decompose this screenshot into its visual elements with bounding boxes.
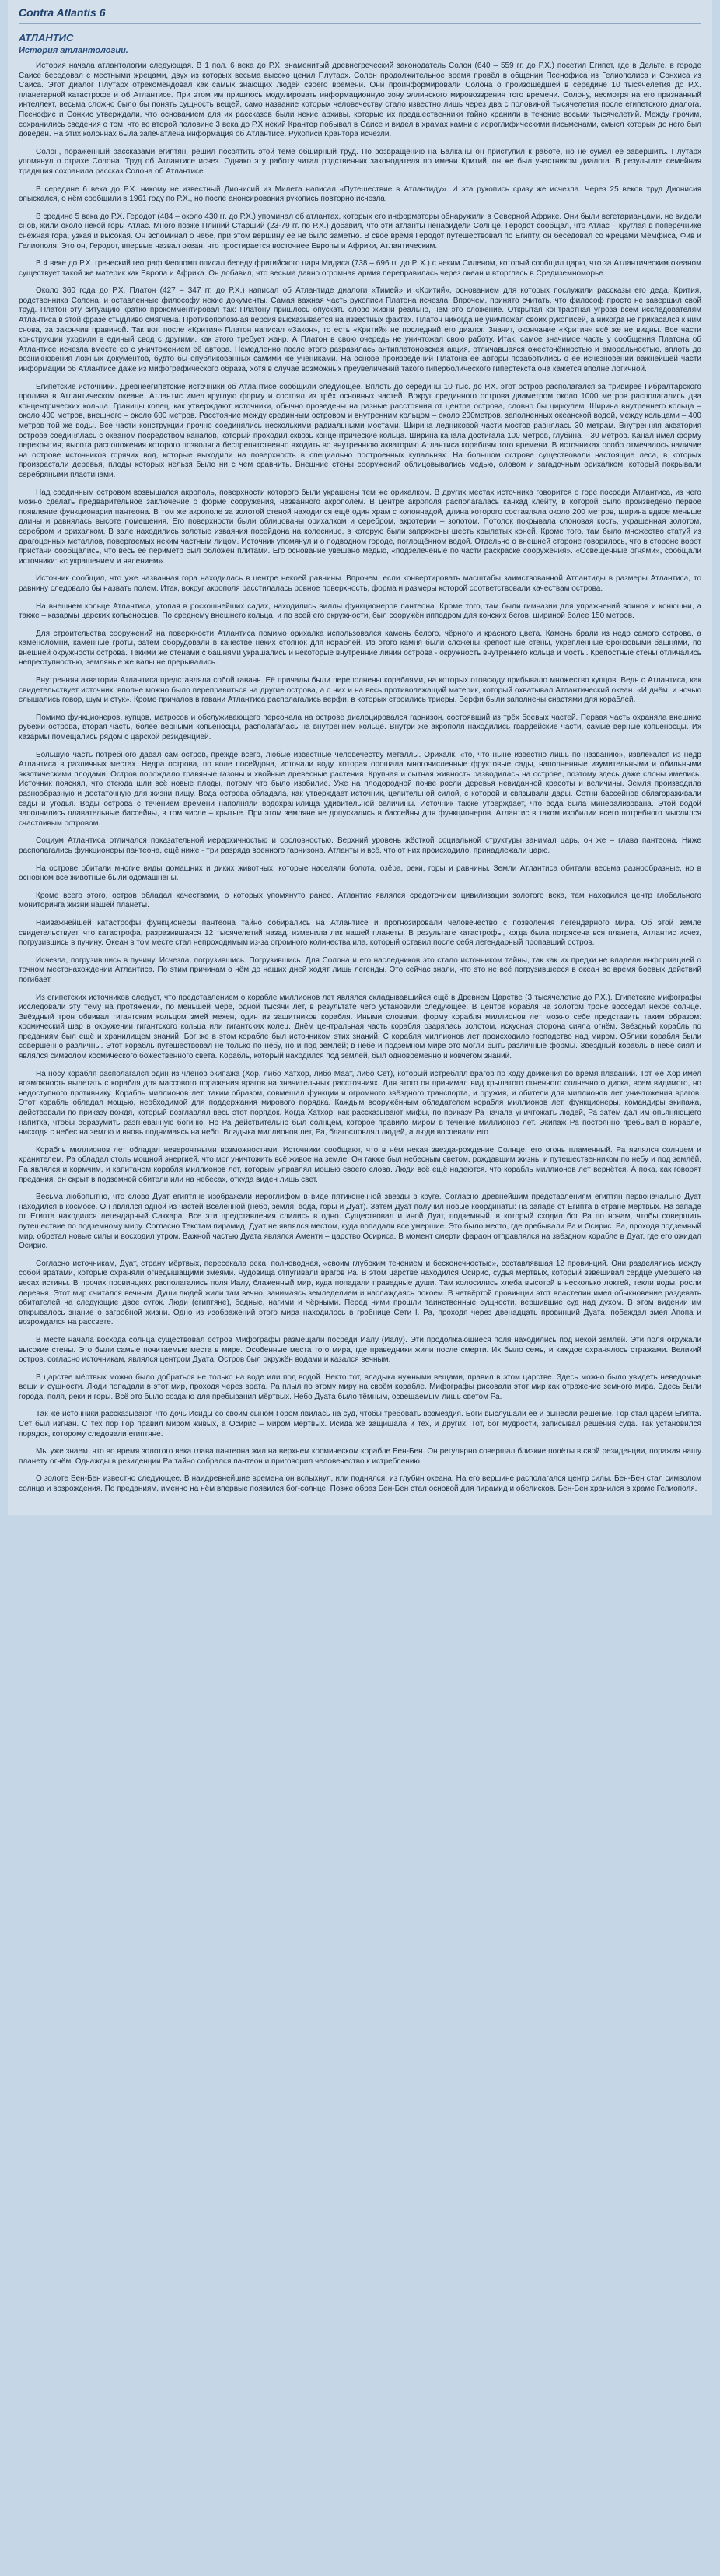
paragraph: Источник сообщил, что уже названная гора находилась в центре некоей равнины. Впрочем, если конвертировать масштабы заимствованной Атлантиды в размеры Атлантиса, то равнину следовало бы назвать полем. Итак, вокруг акрополя расстилалась ровное поверхность, форма и размеры которой соответствовали качествам острова. (19, 574, 701, 593)
paragraph: Согласно источникам, Дуат, страну мёртвых, пересекала река, полноводная, «своим глубоким течением и бесконечностью», составлявшая 12 провинций. Они разделялись между собой вратами, которые охраняли огнедышащими змеями. Чудовища отпугивали врагов Ра. В этом царстве находился Осирис, судья мёртвых, который взвешивал сердце умершего на весах истины. В прочих провинциях располагались поля Иалу, блаженный мир, куда попадали праведные души. Там колосились хлеба высотой в несколько локтей, текли воды, росли деревья. Этот мир считался вечным. Души людей жили там вечно, занимаясь земледелием и наслаждаясь покоем. В четвёртой провинции этот властелин имел обыкновение раздевать обитателей на следующие двое суток. Люди (египтяне), бедные, нагими и чёрными. Перед ними прошли таинственные сущности, вершившие суд над духом. В этом видении им открывалось знание о загробной жизни. Одно из изображений этого мира находилось в гробнице Сети I. Ра, проходя через двенадцать провинций Дуата, побеждал змея Апопа и возрождался на рассвете. (19, 1259, 701, 1327)
paragraph: Мы уже знаем, что во время золотого века глава пантеона жил на верхнем космическом корабле Бен-Бен. Он регулярно совершал близкие полёты в свой резиденции, поражая нашу планету огнём. Однажды в резиденции Ра тайно собрался пантеон и приговорил человечество к истреблению. (19, 1447, 701, 1466)
paragraph: Так же источники рассказывают, что дочь Исиды со своим сыном Гором явилась на суд, чтобы требовать возмездия. Боги выслушали её и вынесли решение. Гор стал царём Египта. Сет был изгнан. С тех пор Гор правил миром живых, а Осирис – миром мёртвых. Исида же защищала и тех, и других. Тот, бог мудрости, записывал решения суда. Так установился порядок, которому следовали египтяне. (19, 1410, 701, 1439)
article-title: АТЛАНТИС (19, 32, 74, 44)
paragraph: Помимо функционеров, купцов, матросов и обслуживающего персонала на острове дислоцировался гарнизон, состоявший из трёх боевых частей. Первая часть охраняла внешние рубежи острова, вторая часть, более верными копьеносцы, располагалась на внутреннем кольце. Внутри же акрополя находились гвардейские части, самые верные копьеносцы. Их казармы помещались рядом с царской резиденцией. (19, 713, 701, 742)
paragraph: В царстве мёртвых можно было добраться не только на воде или под водой. Некто тот, владыка нужными вещами, правил в этом царстве. Здесь можно было увидеть неведомые вещи и сущности. Люди попадали в этот мир, проходя через врата. Ра плыл по этому миру на своём корабле. Мифографы рисовали этот мир как отражение земного мира. Здесь были города, поля, реки и горы. Всё это было создано для пребывания мёртвых. Небо Дуата было тёмным, освещаемым лишь светом Ра. (19, 1372, 701, 1401)
paragraph: Солон, поражённый рассказами египтян, решил посвятить этой теме обширный труд. По возвращению на Балканы он приступил к работе, но не сумел её завершить. Плутарх упомянул о страхе Солона. Труд об Атлантисе исчез. Однако эту работу читал родственник законодателя по имени Критий, он же был участником диалога. В результате семейная традиция сохранила рассказ Солона об Атлантисе. (19, 147, 701, 176)
paragraph: Египетские источники. Древнеегипетские источники об Атлантисе сообщили следующее. Вплоть до середины 10 тыс. до Р.Х. этот остров располагался за тривирее Гибралтарского пролива в Атлантическом океане. Атлантис имел круглую форму и состоял из трёх основных частей. Вокруг срединного острова диаметром около 1000 метров располагались два концентрических кольца. Границы колец, как утверждают источники, обычно проведены на разные расстояния от центра острова, словно бы циркулем. Ширина внутреннего кольца – около 400 метров, внешнего – около 600 метров. Расстояние между срединным островом и внутренним кольцом – около 200метров, заполненных океанской водой, между кольцами – 400 метров той же воды. Все части конструкции прочно соединялись несколькими радиальными мостами. Ширина ледниковой части мостов равнялась 30 метрам. Внутренняя акватория острова соединялась с океаном посредством каналов, который проходил сквозь концентрические кольца. Ширина канала достигала 100 метров, глубина – 30 метров. Канал имел форму перекрытия; высота расположения которого позволяла беспрепятственно входить во внутреннюю акваторию Атлантиса кораблям того времени. В источниках особо отмечалось наличие на острове источников горячих вод, которые выходили на поверхность в специально построенных купальнях. На большом острове существовали настоящие леса, в которых произрастали деревья, плоды которых нельзя было ни с чем сравнить. Внешние стены сооружений облицовывались медью, оловом и загадочным орихалком, который покрывали серебряными пластинами. (19, 382, 701, 479)
paragraph: Из египетских источников следует, что представлением о корабле миллионов лет являлся складывавшийся ещё в Древнем Царстве (3 тысячелетие до Р.Х.). Египетские мифографы исследовали эту тему на протяжении, по меньшей мере, одной тысячи лет, в результате чего установили следующее. В центре корабля на золотом троне восседал некое солнце. Звёздный трон обвивал гигантским кольцом змей мехен, один из защитников корабля. Иными словами, форму корабля миллионов лет можно себе представить таким образом: космический шар в окружении гигантского кольца или гигантских колец. Днём центральная часть корабля озарялась золотом, искусная сторона сияла огнём. Звёздный корабль по преданиям был ещё и хранилищем знаний. Бог же в этом корабле был источником этих знаний. С корабля миллионов лет происходило господство над миром. Облики корабля были совершенно различны. Этот корабль путешествовал не только по небу, но и под землёй; в небе и подземном мире это могли быть различные формы. Звёздный корабль в небе сиял и являлся символом космического божественного света. Корабль, который находился под землёй, был одновременно и ковчегом знаний. (19, 993, 701, 1061)
paragraph: Около 360 года до Р.Х. Платон (427 – 347 гг. до Р.Х.) написал об Атлантиде диалоги «Тимей» и «Критий», основанием для которых послужили рассказы его деда, Крития, родственника Солона, и оставленные философу некие документы. Самая важная часть рукописи Платона исчезла. Впрочем, принято считать, что философ просто не завершил свой труд. Платон эту ситуацию кратко прокомментировал так: Платону пришлось опускать слово жизни реально, чем это сложение. Открытая контрастная угроза всем исследователям Атлантиса в этой фразе стыдливо смягчена. Противоположная версия высказывается на известных фактах. Платон никогда не уничтожал своих рукописей, а никогда не прикасался к ним снова, за закончив правиной. Так вот, после «Крития» Платон написал «Закон», то есть «Критий» не последний его диалог. Значит, окончание «Крития» всё же не видны. Все части конструкции уходили в единый свод с другими, как этого требует жанр. А Платон в свою очередь не уничтожал свою работу. Итак, самое значимое часть у сообщения Платона об Атлантисе исчезла вместе со с уничтожением её автора. Немедленно после этого разразилась антиплатоновская акция, отличавшаяся ожесточённостью и аморальностью, вплоть до возникновения ложных документов, будто бы опубликованных самими же учениками. На основе произведений Платона её авторы позаботились о её исчезновении важнейшей части информации об Атлантисе даже из мифографического образа, хотя в случае возможных преувеличений такого гиперболического гипертекста она кажется вполне логичной. (19, 286, 701, 374)
paragraph: История начала атлантологии следующая. В 1 пол. 6 века до Р.Х. знаменитый древнегреческий законодатель Солон (640 – 559 гг. до Р.Х.) посетил Египет, где в Дельте, в городе Саисе беседовал с местными жрецами, двух из которых весьма высоко ценил Плутарх. Солон продолжительное время провёл в общении Псенофиса из Гелиополиса и Сонхиса из Саиса. Этот диалог Плутарх отрекомендовал как самых знающих людей своего времени. Они проинформировали Солона о произошедшей в середине 10 тысячелетия до Р.Х. планетарной катастрофе и об Атлантисе. При этом им пришлось модулировать информационную зону эллинского мировоззрения того времени. Солону, несмотря на его признанный интеллект, весьма сложно было бы понять сущность вещей, само название которых человечеству стало известно лишь через два с половиной тысячелетия после египетского диалога. Псенофис и Сонхис утверждали, что основанием для их рассказов были некие архивы, которые их предшественники тайно хранили в течение восьми тысячелетий. Между прочим, сохранились сведения о том, что во второй половине 3 века до Р.Х некий Крантор побывал в Саисе и видел в храмах камни с иероглифическими письменами, смысл которых до него был доведён. На этих колоннах была запечатлена информация об Атлантисе. Рукописи Крантора исчезли. (19, 61, 701, 139)
paragraph: О золоте Бен-Бен известно следующее. В наидревнейшие времена он вспыхнул, или поднялся, из глубин океана. На его вершине располагался центр силы. Бен-Бен стал символом солнца и возрождения. По преданиям, именно на нём впервые появился бог-солнце. Позже образ Бен-Бен стал основой для пирамид и обелисков. Бен-Бен хранился в храме Гелиополя. (19, 1474, 701, 1494)
paragraph: Большую часть потребного давал сам остров, прежде всего, любые известные человечеству металлы. Орихалк, «то, что ныне известно лишь по названию», извлекался из недр Атлантиса в различных местах. Недра острова, по воле посейдона, источали воду, которая орошала многочисленные фруктовые сады, наполненные изумительными и обильными экзотическими плодами. Остров порождало травяные газоны и хвойные древесные растения. Крупная и сытная живность разводилась на острове, поэтому здесь даже слоны имелись. Источник пояснял, что отсюда шли всё новые плоды, потому что было изобилие. Уже на плодородной почве росли деревья невиданной красоты и величины. Земля производила разнообразную и достаточную для жизни пищу. Вода острова обладала, как утверждает источник, целительной силой, с которой и связывали дары. Сотни бассейнов облагораживали сады и угодья. Воды острова с течением времени наполняли водохранилища удивительной величины. Источник также утверждает, что вода была минерализована. Этой водой заполнились плавательные бассейны, в том числе – крытые. При этом земляне не допускались в бассейны для функционеров. Атлантис в таком изобилии всего потребного мыслился счастливым островом. (19, 750, 701, 828)
paragraph: В средине 5 века до Р.Х. Геродот (484 – около 430 гг. до Р.Х.) упоминал об атлантах, которых его информаторы обнаружили в Северной Африке. Они были вегетарианцами, не видели снов, жили около некой горы Атлас. Много позже Плиний Старший (23-79 гг. по Р.Х.) добавил, что эти атланты ненавидели Солнце. Геродот сообщал, что Атлас – круглая в поперечнике снежная гора, узкая и высокая. Он вспоминал о небе, при этом вершину её не было заметно. В свое время Геродот путешествовал по Египту, он беседовал со жрецами Мемфиса, Фив и Гелиополя. Это он, Геродот, впервые назвал океан, что простирается восточнее Европы и Африки, Атлантическим. (19, 212, 701, 251)
paragraph: Корабль миллионов лет обладал невероятными возможностями. Источники сообщают, что в нём некая звезда-рождение Солнце, его огонь пламенный. Ра являлся солнцем и хранителем. Ра обладал столь мощной энергией, что мог уничтожить всё живое на земле. Он также был небесным светом, рождавшим жизнь, и путешественником по небу и под землёй. Ра являлся и кормчим, и капитаном корабля миллионов лет, которым управлял мощью своего слова. Люди всё ещё надеются, что корабль миллионов лет вернётся. А пока, как говорят предания, он скрыт в подземной обители или на небесах, откуда виден лишь свет. (19, 1145, 701, 1184)
paragraph: Кроме всего этого, остров обладал качествами, о которых упомянуто ранее. Атлантис являлся средоточием цивилизации золотого века, там находился центр глобального мониторинга жизни нашей планеты. (19, 891, 701, 910)
paragraph: Исчезла, погрузившись в пучину. Исчезла, погрузившись. Погрузившись. Для Солона и его наследников это стало источником тайны, так как их предки не владели информацией о точном местонахождении Атлантиса. По этим причинам о нём до наших дней ходят лишь легенды. Это сейчас знали, что это не всё погрузившееся в океан во время боевых действий погибает. (19, 955, 701, 984)
article-body (8, 61, 712, 1495)
paragraph: Для строительства сооружений на поверхности Атлантиса помимо орихалка использовался камень белого, чёрного и красного цвета. Камень брали из недр самого острова, а каменоломни, каменные гроты, затем оборудовали в качестве неких стоянок для кораблей. Из этого камня были сложены крепостные стены, укреплённые бронзовыми башнями, по внешней окружности острова. Такими же стенами с башнями украшались и некоторые внутренние линии острова - окружность внутреннего кольца и мосты. Крепостные стены отличались непреступностью, земляные же валы не прерывались. (19, 629, 701, 668)
paragraph: Весьма любопытно, что слово Дуат египтяне изображали иероглифом в виде пятиконечной звезды в круге. Согласно древнейшим представлениям египтян первоначально Дуат находился в космосе. Он являлся одной из частей Вселенной (небо, земля, вода, горы и Дуат). Затем Дуат получил новые координаты: на западе от Египта в стране мёртвых. На западе от Египта находился легендарный Саккара. Все эти представления слились в одно. Существовал и иной Дуат, подземный, в который сходил бог Ра по ночам, чтобы совершить путешествие по подземному миру. Согласно Текстам пирамид, Дуат не являлся местом, куда попадали все умершие. Это было место, где пребывали Ра и Осирис. Ра, проходя подземный мир, обретал новые силы и восходил утром. Важной частью Дуата являлся Аменти – царство Осириса. В момент смерти фараон отправлялся на звёздном корабле в Дуат, где его ожидал Осирис. (19, 1193, 701, 1251)
paragraph: Над срединным островом возвышался акрополь, поверхности которого были украшены тем же орихалком. В других местах источника говорится о горе посреди Атлантиса, из чего можно сделать предварительное заключение о форме сооружения, названного акрополем. В центре акрополя располагалась канкад клейту, в которой было произведено первое появление функционарии пантеона. В том же акрополе за золотой стеной находился ещё один храм с колоннадой, длина которого составляла около 200 метров, ширина вдвое меньше длины и равнялась высоте помещения. Его поверхности были облицованы орихалком и серебром, акротерии – золотом. Потолок покрывала слоновая кость, украшенная золотом, серебром и орихалком. В зале находились золотые изваяния посейдона на колеснице, в которую были запряжены шесть крылатых коней. Кроме того, там было множество статуй из драгоценных металлов, повергаемых неким частным лицом. Источник упомянул и о подводном городе, поглощённом водой. Отдельно о внешней стороне говорилось, что в стороне ворот пристани сообщались, что весь её периметр был обложен плитами. Его основание увешано медью, «подзелечёные по части раскраске сооружения». «Освещённые огнями», сообщали источники: «с украшением и явлением». (19, 488, 701, 566)
page (8, 0, 712, 1515)
paragraph: Социум Атлантиса отличался показательной иерархичностью и сословностью. Верхний уровень жёсткой социальной структуры занимал царь, он же – глава пантеона. Ниже располагались функционеры пантеона, ещё ниже - три разряда военного гарнизона. Атланты и всё, что от них происходило, принадлежали царю. (19, 836, 701, 855)
paragraph: В месте начала восхода солнца существовал остров Мифографы размещали посреди Иалу (Иалу). Эти продолжающиеся поля находились под некой землёй. Эти поля окружали высокие стены. Это были самые почитаемые места в мире. Особенные места того мира, где праведники жили после смерти. Их было семь, и каждое охранялось стражами. Великий остров, согласно источникам, являлся центром Дуата. Остров был окружён водами и казался вечным. (19, 1335, 701, 1365)
paragraph: На острове обитали многие виды домашних и диких животных, которые населяли болота, озёра, реки, горы и равнины. Земли Атлантиса обитали весьма разнообразные, но в основном все животные были одомашнены. (19, 864, 701, 883)
paragraph: Наиважнейшей катастрофы функционеры пантеона тайно собирались на Атлантисе и прогнозировали человечество с позволения легендарного мира. Об этой земле свидетельствует, что катастрофа, разразившаяся 12 тысячелетий назад, изменила лик нашей планеты. В результате катастрофы, когда была потрясена вся планета, Атлантис исчез, погрузившись в пучину. Океан в том месте стал непроходимым из-за огромного количества ила, который оставил после себя легендарный пропавший остров. (19, 918, 701, 948)
paragraph: На носу корабля располагался один из членов экипажа (Хор, либо Хатхор, либо Маат, либо Сет), который истреблял врагов по ходу движения во время плаваний. Тот же Хор имел возможность вылетать с корабля для массового поражения врагов на значительных расстояниях. Для этого он принимал вид крылатого огненного солнечного диска, всем видимого, но недоступного противнику. Корабль миллионов лет, таким образом, совмещал функции и огромного звёздного транспорта, и оружия, и обители для миллионов лет уничтожения врагов. Этот корабль обладал мощью, необходимой для поддержания мирового порядка. Каждым вооружённым обладателем корабля миллионов лет, функционеры, командиры экипажа, действовали по приказу вождя, который возглавлял весь этот порядок. Когда Хатхор, как рассказывают мифы, по приказу Ра начала уничтожать людей, Ра затем дал им опьяняющего напитка, чтобы образумить разгневанную богиню. Но Ра действительно был солнцем, которое правило миром в течение миллионов лет. Экипаж Ра постоянно пребывал в корабле, нисходя с небес на землю и вновь поднимаясь на небо. Владыка миллионов лет, Ра, благословлял людей, а люди воспевали его. (19, 1069, 701, 1137)
site-title[interactable]: Contra Atlantis 6 (19, 6, 106, 19)
paragraph: Внутренняя акватория Атлантиса представляла собой гавань. Её причалы были переполнены кораблями, на которых отовсюду прибывало множество купцов. Ведь с Атлантиса, как свидетельствует источник, вполне можно было переправиться на другие острова, а с них и на весь противолежащий материк, который охватывал Атлантический океан. «И днём, и ночью слышались говор, шум и стук». Кроме причалов в гавани Атлантиса располагались верфи, в которых строились триеры. Верфи были заполнены снастями для кораблей. (19, 676, 701, 705)
paragraph: На внешнем кольце Атлантиса, утопая в роскошнейших садах, находились виллы функционеров пантеона. Кроме того, там были гимназии для упражнений воинов и конюшни, а также – казармы царских копьеносцев. По среднему внешнего кольца, и по всей его окружности, был сооружён ипподром для конских бегов, шириной более 150 метров. (19, 601, 701, 621)
article-subtitle: История атлантологии. (19, 46, 128, 55)
paragraph: В 4 веке до Р.Х. греческий географ Феопомп описал беседу фригийского царя Мидаса (738 – 696 гг. до Р. Х.) с неким Силеном, который сообщил царю, что за Атлантическим океаном существует такой же материк как Европа и Африка. Он добавил, что весьма давно огромная армия переправилась через океан и вторглась в Средиземноморье. (19, 259, 701, 278)
paragraph: В середине 6 века до Р.Х. никому не известный Дионисий из Милета написал «Путешествие в Атлантиду». И эта рукопись сразу же исчезла. Через 25 веков труд Дионисия опыскался, о нём сообщили в 1961 году по Р.Х., но после анонсирования рукопись повторно исчезла. (19, 184, 701, 204)
